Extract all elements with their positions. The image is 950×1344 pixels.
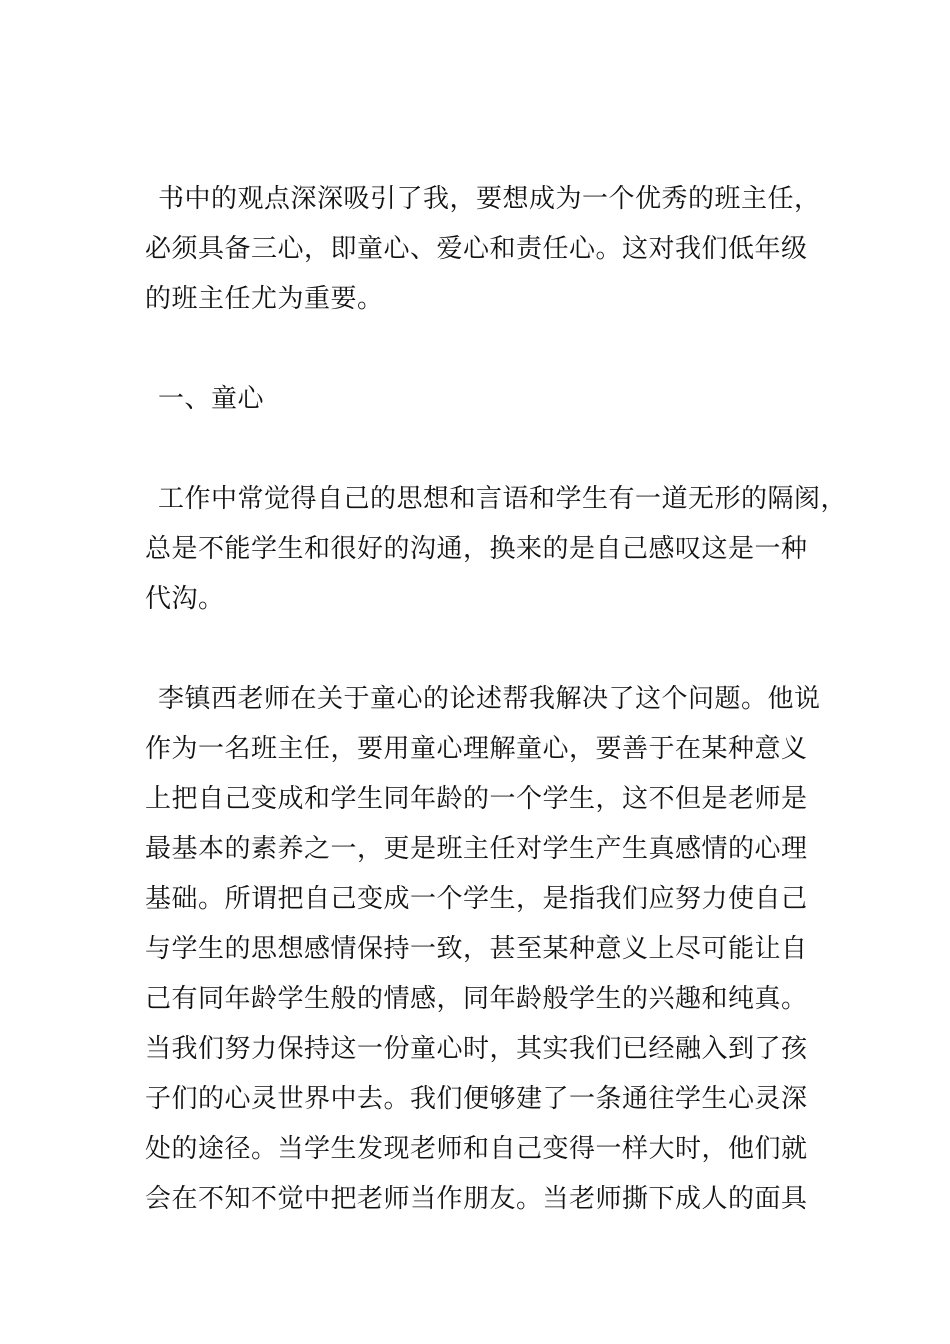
text-line: 上把自己变成和学生同年龄的一个学生，这不但是老师是 [145, 784, 808, 814]
text-line: 作为一名班主任，要用童心理解童心，要善于在某种意义 [145, 734, 808, 764]
document-body [145, 174, 848, 1224]
text-line: 基础。所谓把自己变成一个学生，是指我们应努力使自己 [145, 884, 808, 914]
text-line: 会在不知不觉中把老师当作朋友。当老师撕下成人的面具 [145, 1184, 808, 1214]
paragraph-li-zhenxi [145, 674, 835, 1224]
text-line: 与学生的思想感情保持一致，甚至某种意义上尽可能让自 [145, 934, 808, 964]
text-line: 的班主任尤为重要。 [145, 284, 384, 314]
text-line: 书中的观点深深吸引了我，要想成为一个优秀的班主任， [158, 184, 821, 214]
text-line: 总是不能学生和很好的沟通，换来的是自己感叹这是一种 [145, 534, 808, 564]
text-line: 最基本的素养之一，更是班主任对学生产生真感情的心理 [145, 834, 808, 864]
text-line: 当我们努力保持这一份童心时，其实我们已经融入到了孩 [145, 1034, 808, 1064]
text-line: 必须具备三心，即童心、爱心和责任心。这对我们低年级 [145, 234, 808, 264]
text-line: 己有同年龄学生般的情感，同年龄般学生的兴趣和纯真。 [145, 984, 808, 1014]
text-line: 李镇西老师在关于童心的论述帮我解决了这个问题。他说 [158, 684, 821, 714]
paragraph-spacer [145, 624, 835, 674]
text-line: 代沟。 [145, 584, 225, 614]
paragraph-intro [145, 174, 835, 324]
text-line: 工作中常觉得自己的思想和言语和学生有一道无形的隔阂， [158, 484, 848, 514]
paragraph-work-gap [145, 474, 848, 624]
text-line: 处的途径。当学生发现老师和自己变得一样大时，他们就 [145, 1134, 808, 1164]
paragraph-spacer [145, 324, 835, 374]
paragraph-spacer [145, 424, 835, 474]
text-line: 子们的心灵世界中去。我们便够建了一条通往学生心灵深 [145, 1084, 808, 1114]
section-heading-childlike [145, 374, 835, 424]
text-line: 一、童心 [158, 384, 265, 414]
